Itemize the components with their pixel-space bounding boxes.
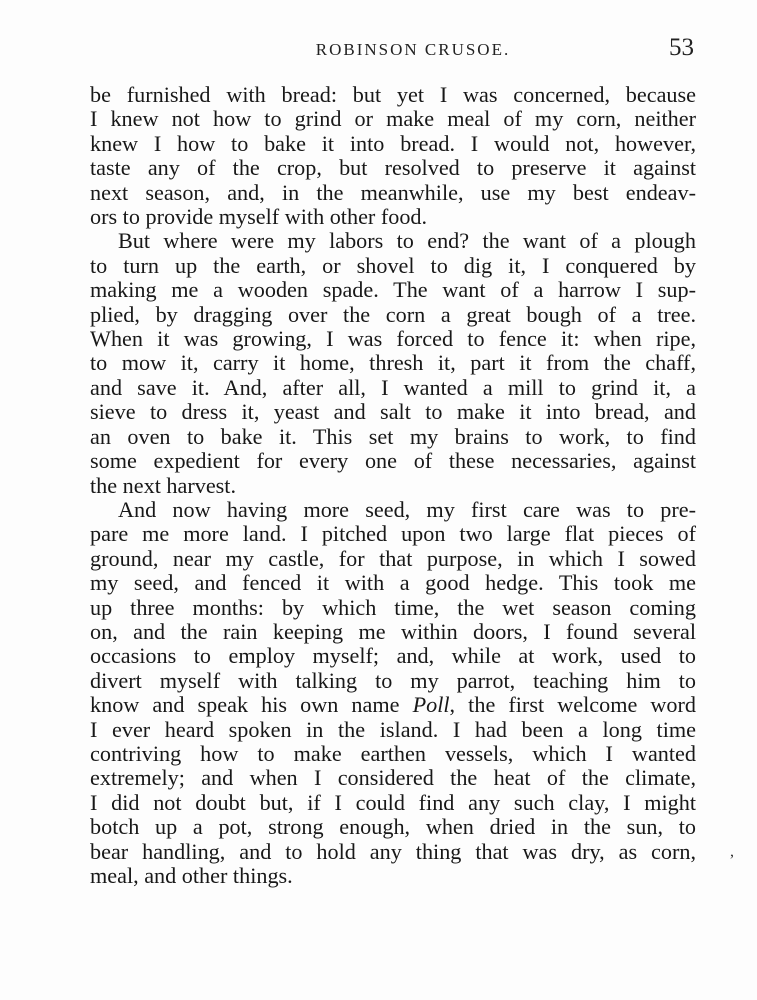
margin-mark: , bbox=[730, 843, 734, 860]
text-line: some expedient for every one of these necessaries, against bbox=[90, 448, 696, 474]
running-head: ROBINSON CRUSOE. bbox=[315, 40, 511, 59]
text-line: know and speak his own name Poll, the first welcome word bbox=[90, 692, 696, 718]
text-line: extremely; and when I considered the heat of the climate, bbox=[90, 765, 696, 791]
text-line: meal, and other things. bbox=[90, 863, 293, 888]
text-line: the next harvest. bbox=[90, 472, 237, 498]
text-line: and save it. And, after all, I wanted a mill to grind it, a bbox=[90, 374, 696, 400]
text-line: contriving how to make earthen vessels, which I wanted bbox=[90, 740, 696, 766]
text-line: But where were my labors to end? the want of a plough bbox=[118, 228, 696, 254]
text-line: my seed, and fenced it with a good hedge. This took me bbox=[90, 570, 696, 596]
text-line: I knew not how to grind or make meal of my corn, neither bbox=[90, 106, 696, 132]
paragraph-3 bbox=[90, 498, 696, 889]
text-line: to turn up the earth, or shovel to dig it, I conquered by bbox=[90, 252, 696, 278]
page-number: 53 bbox=[669, 34, 694, 61]
text-line: ground, near my castle, for that purpose, in which I sowed bbox=[90, 545, 696, 571]
text-line: When it was growing, I was forced to fence it: when ripe, bbox=[90, 326, 696, 352]
text-line: be furnished with bread: but yet I was concerned, because bbox=[90, 82, 696, 107]
body-text bbox=[90, 83, 696, 888]
italic-name: Poll bbox=[412, 692, 450, 718]
text-line: to mow it, carry it home, thresh it, part it from the chaff, bbox=[90, 350, 696, 376]
text-line: on, and the rain keeping me within doors, I found several bbox=[90, 618, 696, 644]
text-line: making me a wooden spade. The want of a harrow I sup- bbox=[90, 277, 696, 303]
text-line: I did not doubt but, if I could find any such clay, I might bbox=[90, 789, 696, 815]
text-line: I ever heard spoken in the island. I had been a long time bbox=[90, 716, 696, 742]
page-header bbox=[90, 34, 696, 66]
text-line: ors to provide myself with other food. bbox=[90, 204, 428, 230]
paragraph-2 bbox=[90, 229, 696, 497]
text-line: occasions to employ myself; and, while at work, used to bbox=[90, 643, 696, 669]
text-line: And now having more seed, my first care was to pre- bbox=[118, 496, 696, 522]
text-line: knew I how to bake it into bread. I would not, however, bbox=[90, 130, 696, 156]
text-line: bear handling, and to hold any thing that was dry, as corn, bbox=[90, 838, 696, 864]
text-line: botch up a pot, strong enough, when dried in the sun, to bbox=[90, 814, 696, 840]
paragraph-1 bbox=[90, 83, 696, 229]
text-line: next season, and, in the meanwhile, use my best endeav- bbox=[90, 179, 696, 205]
text-line: up three months: by which time, the wet season coming bbox=[90, 594, 696, 620]
text-line: pare me more land. I pitched upon two large flat pieces of bbox=[90, 521, 696, 547]
text-line: plied, by dragging over the corn a great bough of a tree. bbox=[90, 301, 696, 327]
text-line: divert myself with talking to my parrot, teaching him to bbox=[90, 667, 696, 693]
text-line: an oven to bake it. This set my brains to work, to find bbox=[90, 423, 696, 449]
text-line: taste any of the crop, but resolved to preserve it against bbox=[90, 155, 696, 181]
text-line: sieve to dress it, yeast and salt to make it into bread, and bbox=[90, 399, 696, 425]
